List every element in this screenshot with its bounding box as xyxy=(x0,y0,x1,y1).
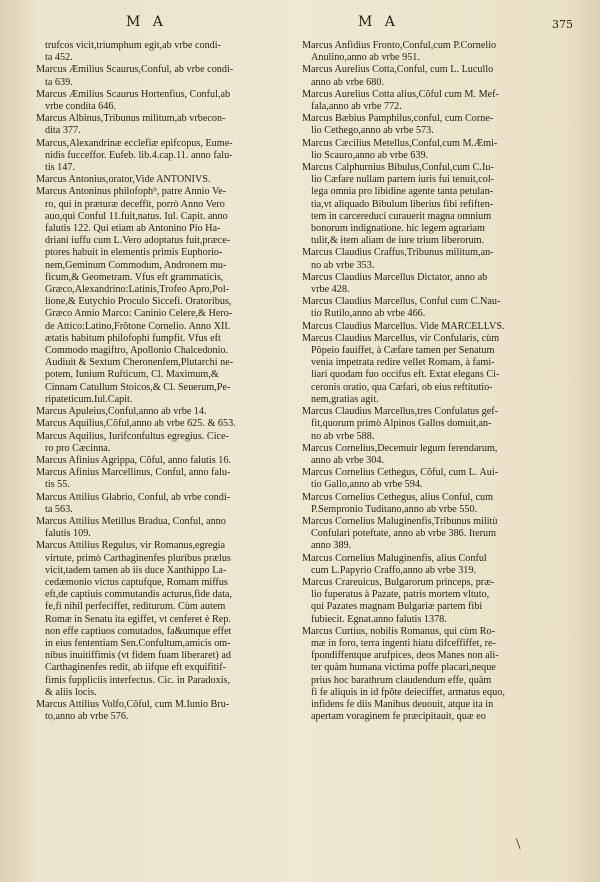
entry-continuation-line: ptores habuit in elementis primis Euphorio- xyxy=(45,247,223,259)
entry-continuation-line: qui Pazates magnam Bulgariæ partem fibi xyxy=(311,601,483,613)
entry-line: Marcus Attilius Glabrio, Conful, ab vrbe condi- xyxy=(36,491,231,503)
entry-line: Marcus Aquilius, Iurifconfultus egregius. Cice- xyxy=(36,430,229,442)
entry-continuation-line: eft,de captiuis commutandis acturus,fide data, xyxy=(45,589,232,601)
entry-continuation-line: de Attico:Latino,Frõtone Cornelio. Anno XII. xyxy=(45,320,231,332)
entry-continuation-line: lio fuperatus à Pazate, patris mortem vltuto, xyxy=(311,589,490,601)
entry-continuation-line: ta 452. xyxy=(45,52,73,64)
entry-continuation-line: prius hoc barathrum claudendum effe, quàm xyxy=(311,674,492,686)
entry-continuation-line: ceronis oratio, qua Cæfari, ob eius reftitutio- xyxy=(311,381,493,393)
entry-line: Marcus Attilius Metillus Bradua, Conful, anno xyxy=(36,515,226,527)
entry-line: Marcus Attilius Regulus, vir Romanus,egregia xyxy=(36,540,226,552)
entry-continuation-line: vicit,tadem tamen ab iis duce Xanthippo La- xyxy=(45,564,227,576)
entry-continuation-line: cum L.Papyrio Craffo,anno ab vrbe 319. xyxy=(311,564,477,576)
entry-continuation-line: trufcos vicit,triumphum egit,ab vrbe condi- xyxy=(45,40,221,51)
entry-continuation-line: ro, qui in præturæ deceffit, porrò Anno Vero xyxy=(45,198,225,210)
entry-continuation-line: no ab vrbe 353. xyxy=(311,259,375,271)
entry-continuation-line: fit,quorum primò Alpinos Gallos domuit,an- xyxy=(311,418,492,430)
entry-continuation-line: non effe captiuos comutados, fa&umque effet xyxy=(45,625,232,637)
entry-continuation-line: lega omnia pro libidine agente tanta petulan- xyxy=(311,186,494,198)
entry-continuation-line: & aliis locis. xyxy=(45,686,97,698)
entry-continuation-line: virtute, primò Carthaginenfes pluribus prælus xyxy=(45,552,231,564)
left-column xyxy=(36,40,300,723)
entry-continuation-line: lione,& Eutychio Proculo Siccefi. Oratoribus, xyxy=(45,296,232,308)
entry-continuation-line: fe,fi nihil perfeciffet, rediturum. Cùm autem xyxy=(45,601,226,613)
entry-line: Marcus Claudius Marcellus, Conful cum C.Nau- xyxy=(302,296,501,308)
entry-line: Marcus Cæcilius Metellus,Conful,cum M.Æmi- xyxy=(302,137,498,149)
entry-line: Marcus Claudius Craffus,Tribunus militum,an- xyxy=(302,247,494,259)
entry-line: Marcus Cornelius Maluginenfis,Tribunus militù xyxy=(302,515,498,527)
catchword-mark: \ xyxy=(516,836,521,853)
entry-continuation-line: tis 55. xyxy=(45,479,70,491)
entry-line: Marcus Cornelius Cethegus, Cõful, cum L. Aui- xyxy=(302,467,499,479)
entry-continuation-line: tulit,& item aliam de iure trium liberorum. xyxy=(311,235,485,247)
entry-continuation-line: nem,gratias agit. xyxy=(311,393,379,405)
entry-line: Marcus Claudius Marcellus, vir Confularis, cùm xyxy=(302,332,500,344)
entry-line: Marcus Afinius Agrippa, Cõful, anno falutis 16. xyxy=(36,454,231,466)
entry-continuation-line: Commodo magiftro, Apollonio Chalcedonio. xyxy=(45,345,229,357)
entry-continuation-line: anno 389. xyxy=(311,540,352,552)
entry-line: Marcus Apuleius,Conful,anno ab vrbe 14. xyxy=(36,406,207,418)
entry-continuation-line: venia impetrata redire vellet Romam, à fami- xyxy=(311,357,495,369)
entry-continuation-line: to,anno ab vrbe 576. xyxy=(45,711,129,723)
entry-line: Marcus Cornelius Maluginenfis, alius Conful xyxy=(302,552,487,564)
running-header xyxy=(0,6,600,31)
entry-line: Marcus Cornelius,Decemuir legum ferendarum, xyxy=(302,442,498,454)
entry-line: Marcus Aurelius Cotta alius,Cõful cum M. Mef- xyxy=(302,88,499,100)
entry-continuation-line: auo,qui Conful 11.fuit,natus. Iul. Capit. anno xyxy=(45,210,228,222)
entry-continuation-line: tis 147. xyxy=(45,162,76,174)
entry-continuation-line: nibus inuitiffimis (vt fidem fuam liberaret) ad xyxy=(45,650,231,662)
entry-continuation-line: Confulari poteftate, anno ab vrbe 386. Iterum xyxy=(311,528,497,540)
entry-continuation-line: anno ab vrbe 304. xyxy=(311,454,384,466)
entry-continuation-line: nem,Geminum Commodum, Andronem mu- xyxy=(45,259,227,271)
entry-continuation-line: Anulino,anno ab vrbe 951. xyxy=(311,52,420,64)
entry-line: Marcus Anfidius Fronto,Conful,cum P.Cornelio xyxy=(302,40,497,51)
entry-line: Marcus Aquilius,Cõful,anno ab vrbe 625. & 653. xyxy=(36,418,236,430)
entry-line: Marcus Curtius, nobilis Romanus, qui cùm Ro- xyxy=(302,625,495,637)
page-number: 375 xyxy=(552,18,573,31)
entry-line: Marcus Æmilius Scaurus,Conful, ab vrbe condi- xyxy=(36,64,234,76)
entry-continuation-line: nidis fucceffor. Eufeb. lib.4.cap.11. anno falu- xyxy=(45,149,233,161)
entry-continuation-line: tio Rutilo,anno ab vrbe 466. xyxy=(311,308,426,320)
entry-continuation-line: apertam voraginem fe præcipitauit, quæ eo xyxy=(311,711,486,723)
entry-continuation-line: ripateticum.Iul.Capit. xyxy=(45,393,133,405)
entry-continuation-line: ætatis habitum philofophi fumpfit. Vfus eft xyxy=(45,332,221,344)
entry-line: Marcus Cornelius Cethegus, alius Conful, cum xyxy=(302,491,493,503)
entry-continuation-line: ter quàm humana victima poffe placari,neque xyxy=(311,662,496,674)
entry-line: Marcus Albinus,Tribunus militum,ab vrbecon- xyxy=(36,113,226,125)
entry-line: Marcus Antonius,orator,Vide ANTONIVS. xyxy=(36,174,211,186)
entry-continuation-line: ta 563. xyxy=(45,503,73,515)
entry-continuation-line: in eius fententiam Sen.Confultum,amicis om- xyxy=(45,637,231,649)
entry-continuation-line: liari quodam fuo occifus eft. Extat elegans Ci- xyxy=(311,369,500,381)
entry-continuation-line: lio Cethego,anno ab vrbe 573. xyxy=(311,125,434,137)
entry-continuation-line: fpondiffentque arufpices, deos Manes non ali- xyxy=(311,650,499,662)
entry-continuation-line: lio Scauro,anno ab vrbe 639. xyxy=(311,149,429,161)
entry-line: Marcus Bæbius Pamphilus,conful, cum Corne- xyxy=(302,113,494,125)
entry-continuation-line: Romæ in Senatu ita egiffet, vt cenferet è Rep. xyxy=(45,613,231,625)
entry-continuation-line: cedæmonio victus captufque, Romam miffus xyxy=(45,576,228,588)
entry-line: Marcus Antoninus philofoph⁹, patre Annio Ve- xyxy=(36,186,227,198)
entry-continuation-line: fubiecit. Egnat.anno falutis 1378. xyxy=(311,613,447,625)
header-right: M A xyxy=(358,14,399,30)
entry-continuation-line: Græco,Alexandrino:Latinis,Trofeo Apro,Pol- xyxy=(45,284,230,296)
entry-continuation-line: potem, Iunium Rufticum, Cl. Maximum,& xyxy=(45,369,219,381)
entry-continuation-line: fi fe aliquis in id fpõte deieciffet, armatus equo, xyxy=(311,686,505,698)
entry-continuation-line: ro pro Cæcinna. xyxy=(45,442,111,454)
entry-line: Marcus Claudius Marcellus. Vide MARCELLVS. xyxy=(302,320,505,332)
entry-continuation-line: fimis fuppliciis interfectus. Cic. in Paradoxis, xyxy=(45,674,231,686)
entry-continuation-line: P.Sempronio Tuditano,anno ab vrbe 550. xyxy=(311,503,478,515)
entry-continuation-line: vrbe 428. xyxy=(311,284,350,296)
entry-continuation-line: tio Gallo,anno ab vrbe 594. xyxy=(311,479,423,491)
entry-continuation-line: dita 377. xyxy=(45,125,81,137)
entry-line: Marcus Claudius Marcellus,tres Confulatus gef- xyxy=(302,406,499,418)
header-left: M A xyxy=(126,14,167,30)
entry-continuation-line: falutis 109. xyxy=(45,528,91,540)
entry-line: Marcus Claudius Marcellus Dictator, anno ab xyxy=(302,271,488,283)
entry-line: Marcus Aurelius Cotta,Conful, cum L. Lucullo xyxy=(302,64,494,76)
entry-continuation-line: driani iuffu cum L.Vero adoptatus fuit,præce- xyxy=(45,235,231,247)
entry-continuation-line: no ab vrbe 588. xyxy=(311,430,375,442)
entry-line: Marcus Afinius Marcellinus, Conful, anno falu- xyxy=(36,467,231,479)
entry-continuation-line: Audiuit & Sextum Cheronenfem,Plutarchi ne- xyxy=(45,357,234,369)
entry-continuation-line: tem in carcereduci curauerit magna omnium xyxy=(311,210,492,222)
entry-line: Marcus Calphurnius Bibulus,Conful,cum C.Iu- xyxy=(302,162,494,174)
entry-continuation-line: fala,anno ab vrbe 772. xyxy=(311,101,402,113)
entry-continuation-line: ficum,& Geometram. Vfus eft grammaticis, xyxy=(45,271,224,283)
entry-continuation-line: Græco Annio Marco: Caninio Celere,& Hero- xyxy=(45,308,233,320)
entry-continuation-line: lio Cæfare nullam partem iuris fui tenuit,col- xyxy=(311,174,495,186)
entry-continuation-line: mæ in foro, terra ingenti hiatu difceffiffet, re- xyxy=(311,637,496,649)
entry-continuation-line: bonorum indignatione. hic legem agrariam xyxy=(311,223,485,235)
entry-continuation-line: vrbe condita 646. xyxy=(45,101,117,113)
entry-continuation-line: Carthaginenfes redit, ab iifque eft exquifitif- xyxy=(45,662,227,674)
entry-line: Marcus Æmilius Scaurus Hortenfius, Conful,ab xyxy=(36,88,231,100)
entry-line: Marcus Attilius Volfo,Cõful, cum M.Iunio Bru- xyxy=(36,698,230,710)
entry-continuation-line: Pôpeio fauiffet, à Cæfare tamen per Senatum xyxy=(311,345,495,357)
entry-continuation-line: tia,vt aliquado Bibulum liberius fibi refiften- xyxy=(311,198,494,210)
entry-continuation-line: falutis 122. Qui etiam ab Antonino Pio Ha- xyxy=(45,223,221,235)
entry-line: Marcus,Alexandrinæ ecclefiæ epifcopus, Eume- xyxy=(36,137,233,149)
entry-line: Marcus Crareuicus, Bulgarorum princeps, præ- xyxy=(302,576,495,588)
entry-continuation-line: Cinnam Catullum Stoicos,& Cl. Seuerum,Pe- xyxy=(45,381,231,393)
entry-continuation-line: ta 639. xyxy=(45,76,73,88)
entry-continuation-line: infidens fe diis Manibus deuouit, atque ita in xyxy=(311,698,494,710)
entry-continuation-line: anno ab vrbe 680. xyxy=(311,76,384,88)
right-column xyxy=(302,40,566,723)
